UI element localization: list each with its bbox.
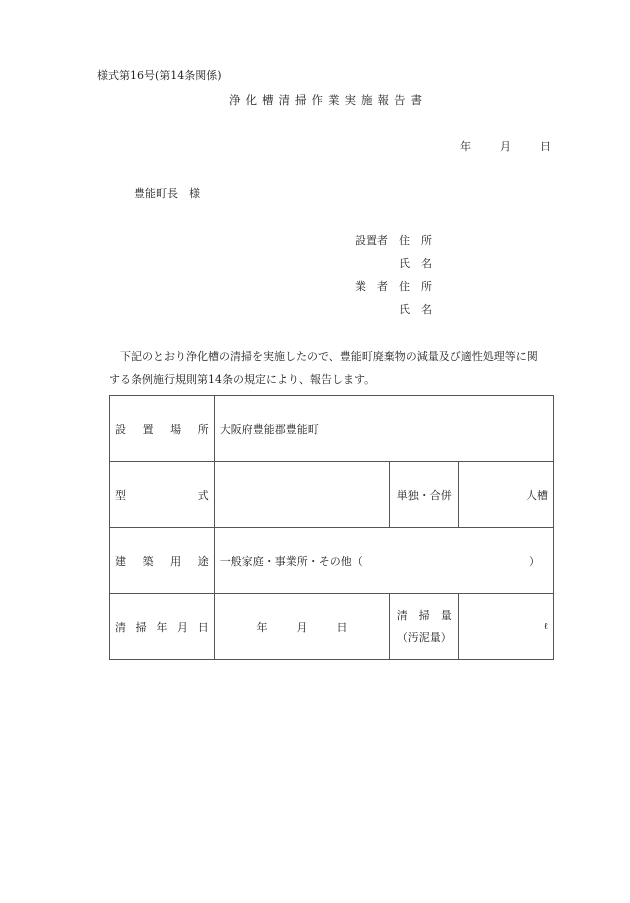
label-cleaning-amount — [390, 594, 459, 660]
label-cleaning-date: 清掃年月日 — [110, 594, 215, 660]
signature-field: 住 所 — [399, 234, 432, 247]
signature-field: 氏 名 — [399, 257, 432, 270]
signature-line-installer-name — [355, 255, 432, 271]
report-table — [109, 395, 554, 660]
table-row-cleaning — [110, 594, 554, 660]
label-usage: 建築用途 — [110, 528, 215, 594]
cleaning-year: 年 — [256, 620, 268, 634]
value-cleaning-date[interactable] — [214, 594, 390, 660]
date-day: 日 — [540, 140, 551, 153]
form-number: 様式第16号(第14条関係) — [97, 69, 222, 82]
signature-line-contractor-name — [355, 301, 432, 317]
value-cleaning-amount[interactable]: ℓ — [459, 594, 554, 660]
table-row-usage — [110, 528, 554, 594]
signature-line-contractor-address — [355, 278, 432, 294]
usage-options: 一般家庭・事業所・その他（ — [219, 554, 363, 568]
value-model[interactable] — [214, 462, 390, 528]
label-location: 設置場所 — [110, 396, 215, 462]
signature-field: 住 所 — [399, 280, 432, 293]
amount-label: 清 掃 量 — [396, 608, 452, 622]
value-usage[interactable] — [214, 528, 553, 594]
table-row-location — [110, 396, 554, 462]
label-type: 単独・合併 — [390, 462, 459, 528]
report-statement — [109, 345, 559, 391]
statement-line-1: 下記のとおり浄化槽の清掃を実施したので、豊能町廃棄物の減量及び適性処理等に関 — [109, 350, 538, 363]
cleaning-day: 日 — [336, 620, 348, 634]
date-year: 年 — [460, 140, 471, 153]
label-model: 型式 — [110, 462, 215, 528]
addressee: 豊能町長 様 — [134, 187, 200, 200]
value-capacity[interactable]: 人槽 — [459, 462, 554, 528]
usage-close-paren: ） — [529, 554, 540, 568]
signature-role: 設置者 — [355, 234, 388, 247]
signature-field: 氏 名 — [399, 303, 432, 316]
amount-sublabel: （汚泥量） — [396, 630, 452, 644]
signature-line-installer-address — [355, 232, 432, 248]
report-date — [460, 138, 551, 154]
value-location[interactable]: 大阪府豊能郡豊能町 — [214, 396, 553, 462]
document-title: 浄化槽清掃作業実施報告書 — [229, 93, 427, 107]
table-row-model — [110, 462, 554, 528]
cleaning-month: 月 — [296, 620, 308, 634]
date-month: 月 — [500, 140, 511, 153]
statement-line-2: する条例施行規則第14条の規定により、報告します。 — [109, 373, 376, 386]
signature-role: 業 者 — [355, 280, 388, 293]
